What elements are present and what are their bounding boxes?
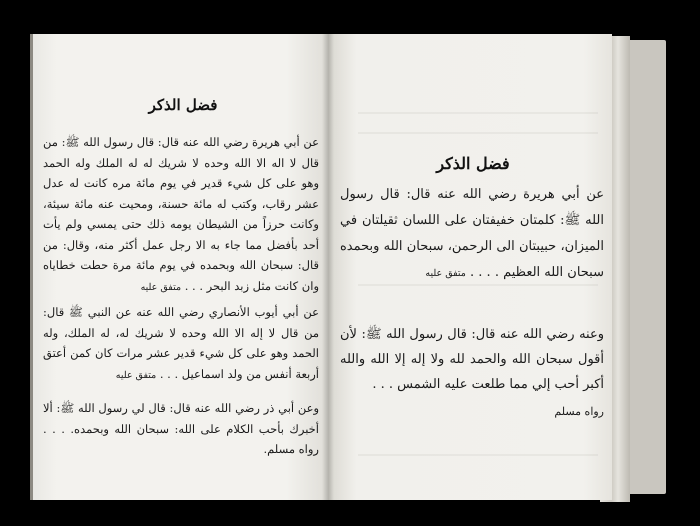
left-paragraph-2 [43,302,319,386]
show-through-line [358,112,598,114]
left-paragraph-1-text: عن أبي هريرة رضي الله عنه قال: قال رسول الله ﷺ: من قال لا اله الا الله وحده لا شريك له له الملك وله الحمد وهو على كل شيء قدير في يوم مائة مره كانت له عدل عشر رقاب، وكتب له مائة حسنة، ومحيت عنه مائة سيئة، وكانت حرزاً من الشيطان يومه ذلك حتى يمسي ولم يأت أحد بأفضل مما جاء به الا رجل عمل أكثر منه، وقال: من قال: سبحان الله وبحمده في يوم مائة مرة حطت خطاياه وان كانت مثل زبد البحر . . . [43,135,319,293]
right-paragraph-3: رواه مسلم [554,405,604,418]
left-paragraph-1-note: متفق عليه [140,281,182,293]
right-page-heading: فضل الذكر [436,154,510,173]
left-paragraph-1 [43,132,319,298]
right-page [328,34,612,500]
show-through-line [358,132,598,134]
show-through-line [358,454,598,456]
right-paragraph-1-note: متفق عليه [425,268,466,279]
right-paragraph-1-text: عن أبي هريرة رضي الله عنه قال: قال رسول الله ﷺ: كلمتان خفيفتان على اللسان ثقيلتان في الميزان، حبيبتان الى الرحمن، سبحان الله وبحمده سبحان الله العظيم . . . . [340,187,604,280]
right-paragraph-1 [340,182,604,287]
left-page [30,34,331,500]
left-paragraph-2-note: متفق عليه [115,369,157,381]
left-paragraph-2-text: عن أبي أيوب الأنصاري رضي الله عنه عن النبي ﷺ قال: من قال لا إله الا الله وحده لا شريك له، له الملك، وله الحمد وهو على كل شيء قدير عشر مرات كان كمن أعتق أربعة أنفس من ولد اسماعيل . . . [43,305,319,381]
left-page-heading: فضل الذكر [148,96,218,114]
left-paragraph-3: وعن أبي ذر رضي الله عنه قال: قال لي رسول الله ﷺ: ألا أخبرك بأحب الكلام على الله: سبحان الله وبحمده. . . . رواه مسلم. [43,401,319,456]
book-gutter [322,34,334,500]
right-paragraph-2: وعنه رضي الله عنه قال: قال رسول الله ﷺ: لأن أقول سبحان الله والحمد لله ولا إله إلا الله والله أكبر أحب إلي مما طلعت عليه الشمس . . . [340,327,604,392]
